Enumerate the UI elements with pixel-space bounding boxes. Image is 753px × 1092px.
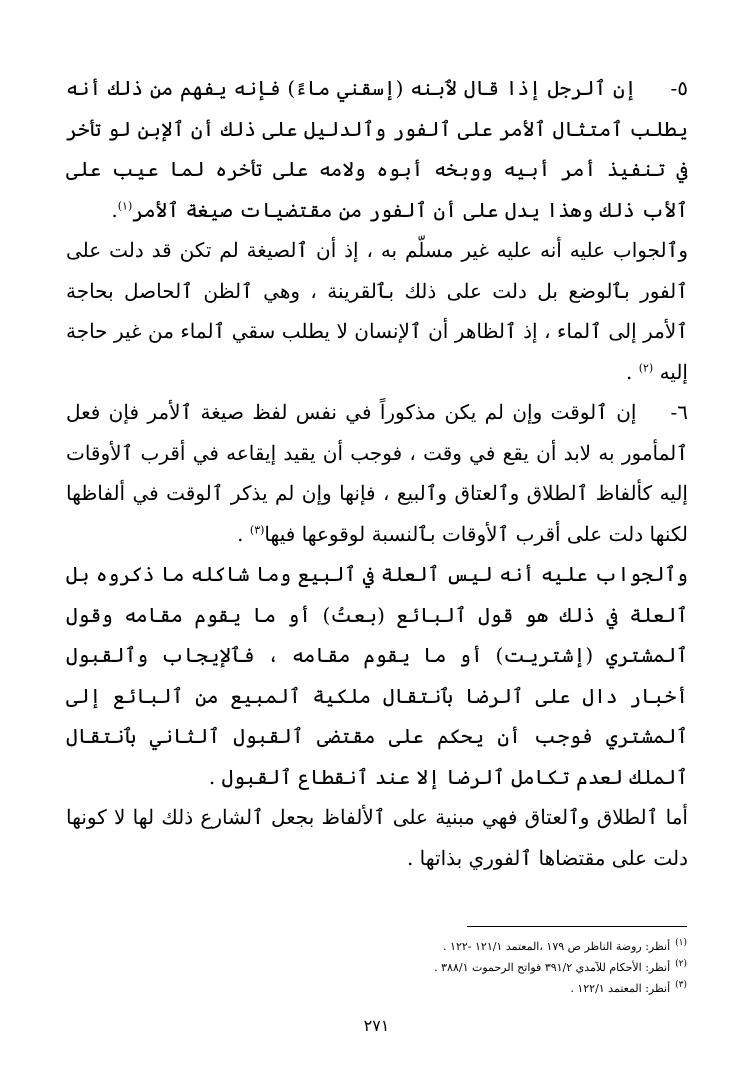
footnote-text: أنظر: المعتمد ١٢٢/١ . [570,982,671,995]
paragraph-text: وٱلجواب عليه أنه عليه غير مسلّم به ، إذ أن ٱلصيغة لم تكن قد دلت على ٱلفور بٱلوضع بل دلت على ذلك بٱلقرينة ، وهي ٱلظن ٱلحاصل بحاجة ٱلأمر إلى ٱلماء ، إذ ٱلظاهر أن ٱلإنسان لا يطلب سقي ٱلماء من غير حاجة إليه [66,238,688,384]
paragraph-text: وٱلجواب عليه أنه ليس ٱلعلة في ٱلبيع وما شاكله ما ذكروه بل ٱلعلة في ذلك هو قول ٱلبائع (بعتُ) أو ما يقوم مقامه وقول ٱلمشتري (إشتريت) أو ما يقوم مقامه ، فٱلإيجاب وٱلقبول أخبار دال على ٱلرضا بٱنتقال ملكية ٱلمبيع من ٱلبائع إلى ٱلمشتري فوجب أن يحكم على مقتضى ٱلقبول ٱلثاني بٱنتقال ٱلملك لعدم تكامل ٱلرضا إلا عند ٱنقطاع ٱلقبول . [66,562,688,789]
paragraph-point-5 [66,68,688,230]
footnote-mark: (١) [675,938,687,949]
footnote-reference[interactable]: (٢) [638,360,654,374]
paragraph-tail: . [111,197,118,222]
footnote-reference[interactable]: (٣) [249,522,265,536]
footnote-mark: (٢) [675,959,687,970]
footnote-text: أنظر: الأحكام للآمدي ٣٩١/٢ فواتح الرحموت ٣٨٨/١ . [434,961,671,974]
paragraph-point-6 [66,392,688,554]
paragraph-text: إن ٱلرجل إذا قال لٱبنه (إسقني ماءً) فإنه يفهم من ذلك أنه يطلب ٱمتثال ٱلأمر على ٱلفور وٱلدليل على ذلك أن ٱلإبن لو تأخر في تنفيذ أمر أبيه ووبخه أبوه ولامه على تأخره لما عيب على ٱلأب ذلك وهذا يدل على أن ٱلفور من مقتضيات صيغة ٱلأمر [66,76,688,222]
footnote-divider [467,926,687,927]
footnote-item [87,957,687,978]
paragraph-number: ٦- [670,400,688,424]
footnotes [87,936,687,999]
paragraph-tail: . [237,521,250,546]
paragraph-number: ٥- [670,76,688,100]
paragraph-tail: . [625,359,639,384]
footnote-reference[interactable]: (١) [117,198,133,212]
main-text [66,68,688,878]
page-number: ٢٧١ [363,1016,390,1035]
footnote-item [87,936,687,957]
paragraph-text: إن ٱلوقت وإن لم يكن مذكوراً في نفس لفظ صيغة ٱلأمر فإن فعل ٱلمأمور به لابد أن يقع في وقت ، فوجب أن يقيد إيقاعه في أقرب ٱلأوقات إليه كألفاظ ٱلطلاق وٱلعتاق وٱلبيع ، فإنها وإن لم يذكر ٱلوقت في ألفاظها لكنها دلت على أقرب ٱلأوقات بٱلنسبة لوقوعها فيها [66,400,688,546]
paragraph-text: أما ٱلطلاق وٱلعتاق فهي مبنية على ٱلألفاظ بجعل ٱلشارع ذلك لها لا كونها دلت على مقتضاها ٱلفوري بذاتها . [66,805,688,870]
paragraph-reply-6 [66,554,688,797]
paragraph-reply-5 [66,230,688,392]
paragraph-conclusion [66,797,688,878]
footnote-text: أنظر: روضة الناظر ص ١٧٩ ،المعتمد ١٢١/١ -١٢٢ . [443,940,671,953]
footnote-item [87,978,687,999]
footnote-mark: (٣) [675,980,687,991]
